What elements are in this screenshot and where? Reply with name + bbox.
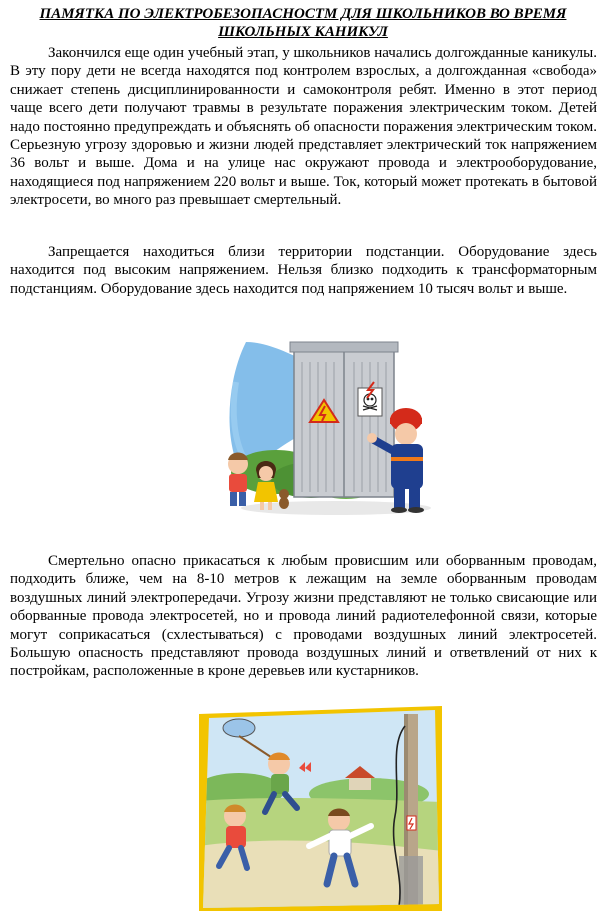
fallen-wire-illustration: [199, 706, 442, 911]
paragraph-substation: Запрещается находиться близи территории подстанции. Оборудование здесь находится под высоким напряжением. Нельзя близко подходить к трансформаторным подстанциям. Оборудование здесь находится под напряжением 10 тысяч вольт и выше.: [10, 244, 597, 297]
substation-illustration: [216, 322, 442, 518]
paragraph-wires: Смертельно опасно прикасаться к любым провисшим или оборванным проводам, подходить ближе, чем на 8-10 метров к лежащим на земле оборванным проводам воздушных линий электропередачи. Угрозу жизни представляют не только свисающие или оборванные провода электросетей, но и провода линий радиотелефонной связи, которые могут соприкасаться (схлестываться) с проводами воздушных линий электросетей. Большую опасность представляют провода воздушных линий и ответвлений от них к постройкам, расположенные в кроне деревьев или кустарников.: [10, 553, 597, 680]
paragraph-intro: Закончился еще один учебный этап, у школьников начались долгожданные каникулы. В эту пору дети не всегда находятся под контролем взрослых, а долгожданная «свобода» снижает степень дисциплинированности и самоконтроля ребят. Именно в этот период чаще всего дети получают травмы в результате поражения электрическим током. Детей надо постоянно предупреждать и объяснять об опасности поражения электрическим током. Серьезную угрозу здоровью и жизни людей представляет электрический ток напряжением 36 вольт и выше. Дома и на улице нас окружают провода и электрооборудование, находящиеся под напряжением 220 вольт и выше. Ток, который может протекать в бытовой электросети, во много раз превышает смертельный.: [10, 45, 597, 209]
document-title: ПАМЯТКА ПО ЭЛЕКТРОБЕЗОПАСНОСТМ ДЛЯ ШКОЛЬНИКОВ ВО ВРЕМЯ ШКОЛЬНЫХ КАНИКУЛ: [39, 6, 567, 40]
